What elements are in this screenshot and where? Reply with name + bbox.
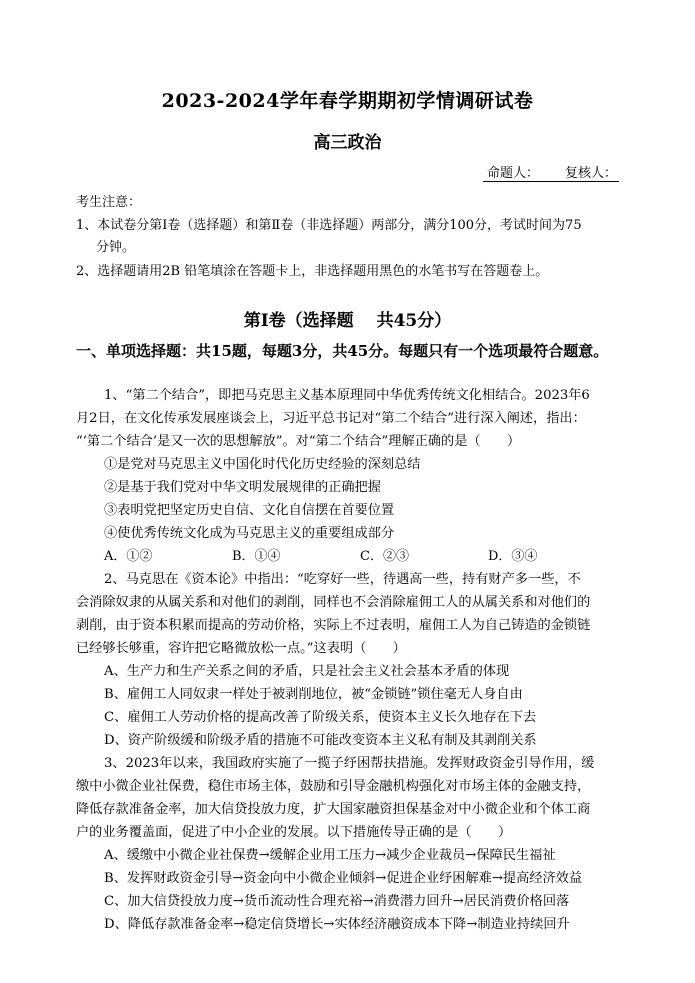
q3-option-c[interactable]: C、加大信贷投放力度→货币流动性合理充裕→消费潜力回升→居民消费价格回落 xyxy=(104,894,570,909)
notice-item-1-line-1: 1、本试卷分第Ⅰ卷（选择题）和第Ⅱ卷（非选择题）两部分，满分100分，考试时间为75 xyxy=(76,218,582,233)
reviewer-label: 复核人： xyxy=(564,166,617,181)
q2-line-1: 2、马克思在《资本论》中指出：“吃穿好一些，待遇高一些，持有财产多一些，不 xyxy=(104,572,581,587)
exam-title: 2023-2024学年春学期期初学情调研试卷 xyxy=(161,90,534,112)
q1-item-1: ①是党对马克思主义中国化时代化历史经验的深刻总结 xyxy=(104,457,421,472)
notice-item-1-line-2: 分钟。 xyxy=(96,240,136,255)
q1-item-2: ②是基于我们党对中华文明发展规律的正确把握 xyxy=(104,480,381,495)
part-heading: 一、单项选择题：共15题，每题3分，共45分。每题只有一个选项最符合题意。 xyxy=(76,342,609,360)
q2-option-a[interactable]: A、生产力和生产关系之间的矛盾，只是社会主义社会基本矛盾的体现 xyxy=(104,664,510,679)
q1-item-3: ③表明党把坚定历史自信、文化自信摆在首要位置 xyxy=(104,503,395,518)
q3-option-d[interactable]: D、降低存款准备金率→稳定信贷增长→实体经济融资成本下降→制造业持续回升 xyxy=(104,917,570,932)
q3-option-b[interactable]: B、发挥财政资金引导→资金向中小微企业倾斜→促进企业纾困解难→提高经济效益 xyxy=(104,871,583,886)
q3-line-3: 降低存款准备金率，加大信贷投放力度，扩大国家融资担保基金对中小微企业和个体工商 xyxy=(76,802,591,817)
q1-line-2: 月2日，在文化传承发展座谈会上，习近平总书记对“第二个结合”进行深入阐述，指出： xyxy=(76,411,586,426)
q3-line-2: 缴中小微企业社保费，稳住市场主体，鼓励和引导金融机构强化对市场主体的金融支持， xyxy=(76,779,591,794)
q1-option-d[interactable]: D．③④ xyxy=(488,549,538,564)
q2-line-3: 剥削，由于资本积累而提高的劳动价格，实际上不过表明，雇佣工人为自己铸造的金锁链 xyxy=(76,618,591,633)
q1-item-4: ④使优秀传统文化成为马克思主义的重要组成部分 xyxy=(104,526,395,541)
proposer-label: 命题人： xyxy=(486,166,539,181)
q1-option-c[interactable]: C．②③ xyxy=(360,549,409,564)
q1-options xyxy=(104,545,624,565)
author-line xyxy=(483,162,619,182)
q3-option-a[interactable]: A、缓缴中小微企业社保费→缓解企业用工压力→减少企业裁员→保障民生福祉 xyxy=(104,848,556,863)
q1-line-3: “‘第二个结合’是又一次的思想解放”。对“第二个结合”理解正确的是（ ） xyxy=(76,434,521,449)
q2-option-b[interactable]: B、雇佣工人同奴隶一样处于被剥削地位，被“金锁链”锁住毫无人身自由 xyxy=(104,687,523,702)
q2-line-2: 会消除奴隶的从属关系和对他们的剥削，同样也不会消除雇佣工人的从属关系和对他们的 xyxy=(76,595,591,610)
section-title: 第Ⅰ卷（选择题 共45分） xyxy=(243,311,452,331)
q1-line-1: 1、“第二个结合”，即把马克思主义基本原理同中华优秀传统文化相结合。2023年6 xyxy=(104,388,590,403)
q2-option-c[interactable]: C、雇佣工人劳动价格的提高改善了阶级关系，使资本主义长久地存在下去 xyxy=(104,710,537,725)
notice-item-2: 2、选择题请用2B 铅笔填涂在答题卡上，非选择题用黑色的水笔书写在答题卷上。 xyxy=(76,264,549,279)
exam-subtitle: 高三政治 xyxy=(313,133,382,153)
q3-line-1: 3、2023年以来，我国政府实施了一揽子纾困帮扶措施。发挥财政资金引导作用，缓 xyxy=(104,756,595,771)
q1-option-a[interactable]: A．①② xyxy=(104,549,153,564)
q2-line-4: 已经够长够重，容许把它略微放松一点。”这表明（ ） xyxy=(76,641,406,656)
q2-option-d[interactable]: D、资产阶级缓和阶级矛盾的措施不可能改变资本主义私有制及其剥削关系 xyxy=(104,733,537,748)
notice-heading: 考生注意： xyxy=(76,195,142,210)
q1-option-b[interactable]: B．①④ xyxy=(232,549,281,564)
q3-line-4: 户的业务覆盖面，促进了中小企业的发展。以下措施传导正确的是（ ） xyxy=(76,825,512,840)
